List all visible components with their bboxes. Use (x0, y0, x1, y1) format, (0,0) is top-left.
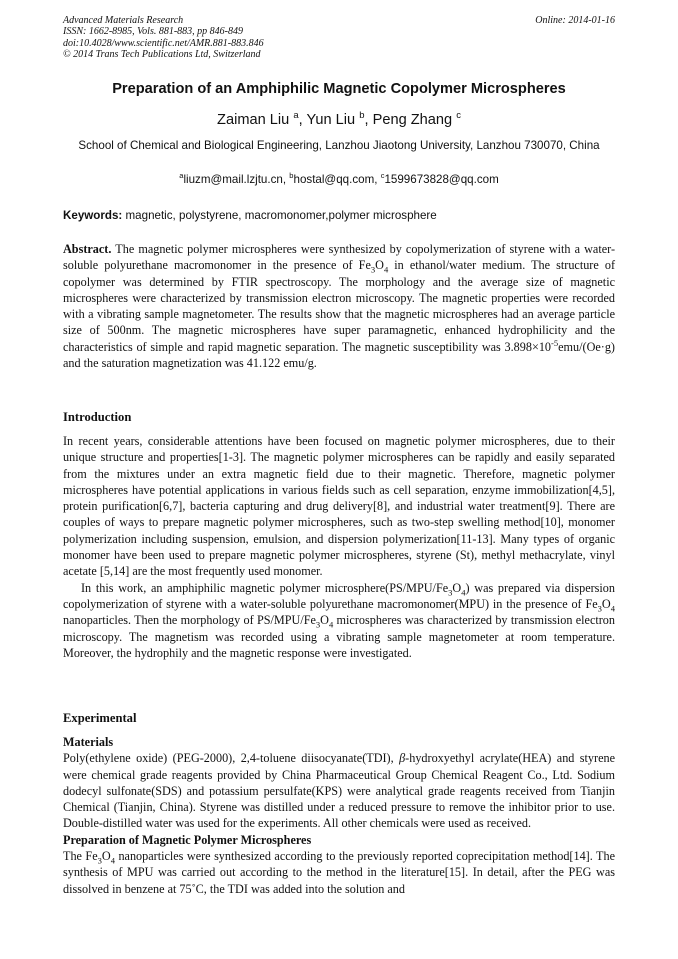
paragraph-text: O (452, 580, 462, 595)
subscript: 4 (110, 855, 115, 866)
subscript: 3 (448, 587, 453, 598)
subscript: 4 (610, 603, 615, 614)
email-mark: c (380, 171, 385, 181)
author-mark: b (359, 110, 365, 122)
doi-line: doi:10.4028/www.scientific.net/AMR.881-883.846 (63, 37, 264, 49)
materials-paragraph (63, 750, 615, 831)
paragraph-text: nanoparticles were synthesized according to the previously reported coprecipitation method[14]. The synthesis of MPU was carried out according to the method in the literature[15]. In detail, after the PEG was dissolved in benzene at 75˚C, the TDI was added into the solution and (63, 849, 615, 896)
paragraph-text: O (320, 613, 329, 628)
superscript: -5 (551, 337, 559, 348)
keywords-text: magnetic, polystyrene, macromonomer,polymer microsphere (125, 209, 437, 222)
abstract-text: emu/(Oe·g) and the saturation magnetization was 41.122 emu/g. (63, 339, 615, 371)
author-name: Yun Liu (306, 112, 356, 128)
subscript: 4 (383, 264, 389, 275)
copyright-line: © 2014 Trans Tech Publications Ltd, Switzerland (63, 48, 261, 60)
online-date: Online: 2014-01-16 (535, 15, 615, 26)
author-mark: c (456, 110, 461, 122)
author-list: Zaiman Liu $^a$, Yun Liu $^b$, Peng Zhang $^c$ (217, 110, 461, 128)
email-list: $^a$liuzm@mail.lzjtu.cn, $^b$hostal@qq.com, $^c$1599673828@qq.com (179, 171, 499, 186)
email-mark: b (289, 171, 294, 181)
subscript: 3 (315, 619, 321, 630)
keywords (63, 209, 615, 222)
author-name: Peng Zhang (372, 112, 453, 128)
paper-title: Preparation of an Amphiphilic Magnetic Copolymer Microspheres (112, 81, 566, 97)
introduction-paragraph-1: In recent years, considerable attentions have been focused on magnetic polymer microspheres, due to their unique structure and properties[1-3]. The magnetic polymer microspheres can be rapidly and easily separated from the mixtures under an extra magnetic field due to their magnetic. Therefore, magnetic polymer microspheres have potential applications in various fields such as cell separation, enzyme immobilization[4,5], protein purification[6,7], bacteria capturing and drug delivery[8], and industrial water treatment[9]. There are couples of ways to prepare magnetic polymer microspheres, such as two-step swelling method[10], monomer polymerization including suspension, emulsion, and dispersion polymerization[11-13]. Many types of organic monomer have been used to prepare magnetic polymer microspheres, styrene (St), methyl methacrylate, vinyl acetate [5,14] are the most frequently used monomer. (63, 434, 615, 579)
paragraph-text: In this work, an amphiphilic magnetic polymer microsphere(PS/MPU/Fe (81, 580, 449, 595)
keywords-label: Keywords: (63, 209, 123, 222)
experimental-heading: Experimental (63, 711, 137, 725)
introduction (63, 433, 615, 661)
journal-name: Advanced Materials Research (63, 15, 184, 26)
preparation-heading: Preparation of Magnetic Polymer Microspheres (63, 832, 312, 847)
subscript: 3 (370, 264, 376, 275)
paragraph-text: -hydroxyethyl acrylate(HEA) and styrene were chemical grade reagents provided by China Pharmaceutical Group Chemical Reagent Co., Ltd. Sodium dodecyl sulfonate(SDS) and potassium persulfate(KPS) were analytical grade reagents received from Tianjin Chemical (Tianjin, China). Styrene was distilled under a reduced pressure to remove the inhibitor prior to use. Double-distilled water was used for the experiments. All other chemicals were used as received. (63, 751, 615, 831)
author-mark: a (293, 110, 299, 122)
subscript: 4 (461, 587, 466, 598)
materials-heading: Materials (63, 735, 114, 749)
subscript: 3 (97, 855, 102, 866)
paragraph-text: O (101, 849, 111, 864)
paragraph-text: ) was prepared via dispersion copolymerization of styrene with a water-soluble polyurethane macromonomer(MPU) in the presence of Fe (63, 580, 615, 611)
paragraph-text: Poly(ethylene oxide) (PEG-2000), 2,4-toluene diisocyanate(TDI), (63, 751, 400, 766)
subscript: 3 (597, 603, 602, 614)
preparation-paragraph (63, 848, 615, 897)
abstract-text: O (375, 258, 384, 273)
paragraph-text: The Fe (63, 849, 98, 864)
author-name: Zaiman Liu (217, 112, 290, 128)
abstract (63, 241, 615, 371)
introduction-heading: Introduction (63, 410, 132, 424)
introduction-paragraph-2 (63, 580, 615, 661)
paragraph-text: microspheres was characterized by transmission electron microscopy. The magnetism was recorded using a vibrating sample magnetometer at room temperature. Moreover, the hydrophily and the magnetic response were investigated. (63, 613, 615, 660)
email-address[interactable]: liuzm@mail.lzjtu.cn (183, 173, 283, 186)
affiliation: School of Chemical and Biological Engineering, Lanzhou Jiaotong University, Lanzhou 730070, China (78, 139, 600, 152)
subscript: 4 (328, 619, 334, 630)
journal-header (63, 15, 483, 60)
email-address[interactable]: 1599673828@qq.com (384, 173, 499, 186)
beta-symbol: β (399, 751, 406, 766)
abstract-label: Abstract. (63, 242, 112, 256)
abstract-text: The magnetic polymer microspheres were synthesized by copolymerization of styrene with a water-soluble polyurethane macromonomer in the presence of Fe (63, 242, 616, 273)
email-mark: a (179, 171, 184, 181)
abstract-text: in ethanol/water medium. The structure of copolymer was determined by FTIR spectroscopy. The morphology and the average size of magnetic microspheres were characterized by transmission electron microscopy. The magnetic properties were recorded with a vibrating sample magnetometer. The results show that the magnetic microspheres had an average particle size of 500nm. The magnetic microspheres have super paramagnetic, enhanced hydrophilicity and the characteristics of simple and rapid magnetic separation. The magnetic susceptibility was 3.898×10 (63, 258, 615, 354)
email-address[interactable]: hostal@qq.com (293, 173, 375, 186)
paragraph-text: nanoparticles. Then the morphology of PS/MPU/Fe (63, 613, 316, 628)
experimental (63, 734, 615, 897)
issn-line: ISSN: 1662-8985, Vols. 881-883, pp 846-849 (63, 26, 243, 38)
paragraph-text: O (601, 596, 611, 611)
